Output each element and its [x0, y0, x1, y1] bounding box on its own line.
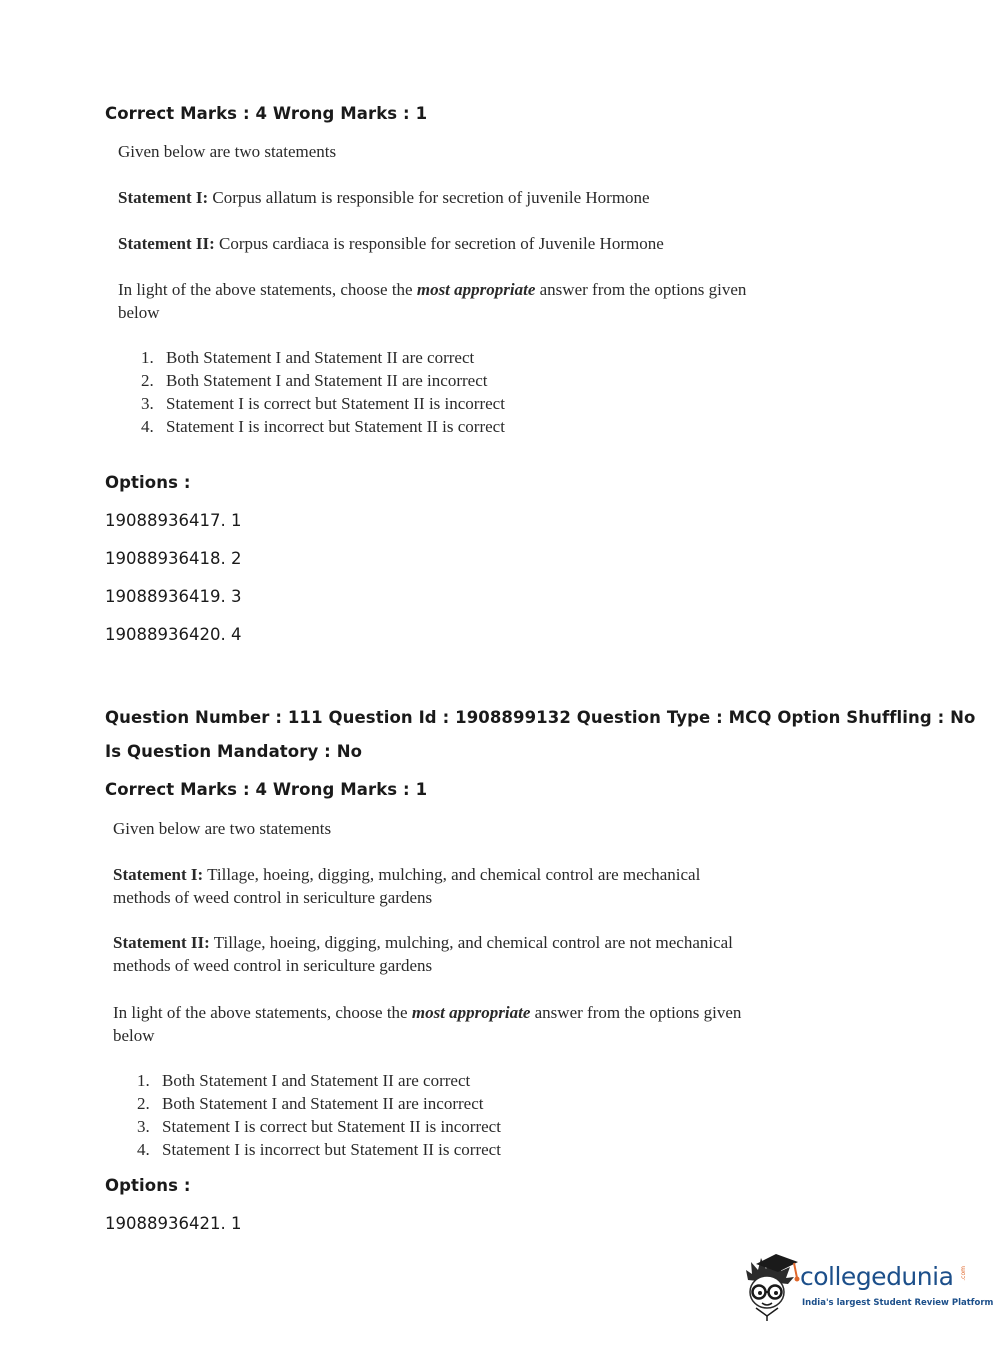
statement-1 [118, 186, 650, 209]
choice-number: 2. [141, 371, 154, 390]
statement-2-label: Statement II: [113, 933, 210, 952]
statement-1-label: Statement I: [113, 865, 204, 884]
instruction-post: answer from the options given [535, 280, 747, 299]
choice-item [137, 1092, 501, 1115]
mascot-icon [742, 1250, 802, 1322]
option-item: 19088936419. 3 [105, 587, 242, 606]
mandatory-line: Is Question Mandatory : No [105, 742, 363, 761]
choice-text: Both Statement I and Statement II are correct [166, 348, 475, 367]
instruction-post: answer from the options given [530, 1003, 742, 1022]
statement-2-line-2: methods of weed control in sericulture gardens [113, 956, 433, 975]
choice-item [141, 392, 505, 415]
choice-text: Statement I is incorrect but Statement II is correct [166, 417, 505, 436]
statement-2-text: Corpus cardiaca is responsible for secretion of Juvenile Hormone [219, 234, 664, 253]
choice-item [141, 415, 505, 438]
choice-number: 1. [141, 348, 154, 367]
option-item: 19088936418. 2 [105, 549, 242, 568]
statement-2-text: Tillage, hoeing, digging, mulching, and chemical control are not mechanical [213, 933, 733, 952]
instruction-line-2: below [113, 1026, 155, 1045]
question-header: Question Number : 111 Question Id : 1908899132 Question Type : MCQ Option Shuffling : No [105, 708, 976, 727]
choice-number: 4. [137, 1140, 150, 1159]
choice-item [137, 1115, 501, 1138]
choice-number: 4. [141, 417, 154, 436]
choice-list [137, 1069, 501, 1161]
options-label: Options : [105, 473, 191, 492]
instruction-pre: In light of the above statements, choose the [118, 280, 417, 299]
choice-item [141, 369, 505, 392]
instruction [113, 1001, 741, 1047]
logo-tagline: India's largest Student Review Platform [802, 1298, 994, 1308]
statement-2-label: Statement II: [118, 234, 215, 253]
choice-text: Statement I is correct but Statement II is incorrect [166, 394, 505, 413]
collegedunia-logo [742, 1250, 994, 1322]
instruction [118, 278, 746, 324]
choice-text: Statement I is incorrect but Statement II is correct [162, 1140, 501, 1159]
choice-item [137, 1138, 501, 1161]
instruction-emphasis: most appropriate [411, 1003, 531, 1022]
statement-1 [113, 863, 700, 909]
choice-text: Statement I is correct but Statement II is incorrect [162, 1117, 501, 1136]
choice-number: 3. [137, 1117, 150, 1136]
option-item: 19088936417. 1 [105, 511, 242, 530]
instruction-line-2: below [118, 303, 160, 322]
question-intro: Given below are two statements [118, 142, 337, 161]
statement-2 [113, 931, 733, 977]
statement-2 [118, 232, 664, 255]
choice-number: 3. [141, 394, 154, 413]
choice-number: 2. [137, 1094, 150, 1113]
choice-text: Both Statement I and Statement II are incorrect [162, 1094, 484, 1113]
statement-1-text: Tillage, hoeing, digging, mulching, and chemical control are mechanical [207, 865, 701, 884]
options-label: Options : [105, 1176, 191, 1195]
option-item: 19088936421. 1 [105, 1214, 242, 1233]
choice-list [141, 346, 505, 438]
statement-1-text: Corpus allatum is responsible for secretion of juvenile Hormone [212, 188, 650, 207]
statement-1-line-2: methods of weed control in sericulture gardens [113, 888, 433, 907]
marks-line: Correct Marks : 4 Wrong Marks : 1 [105, 104, 428, 123]
statement-1-label: Statement I: [118, 188, 209, 207]
choice-item [137, 1069, 501, 1092]
instruction-emphasis: most appropriate [416, 280, 536, 299]
option-item: 19088936420. 4 [105, 625, 242, 644]
marks-line: Correct Marks : 4 Wrong Marks : 1 [105, 780, 428, 799]
question-intro: Given below are two statements [113, 819, 332, 838]
instruction-pre: In light of the above statements, choose the [113, 1003, 412, 1022]
choice-text: Both Statement I and Statement II are correct [162, 1071, 471, 1090]
choice-text: Both Statement I and Statement II are incorrect [166, 371, 488, 390]
choice-item [141, 346, 505, 369]
logo-wordmark: collegedunia [800, 1262, 954, 1291]
logo-domain-suffix: .com [960, 1266, 967, 1281]
choice-number: 1. [137, 1071, 150, 1090]
